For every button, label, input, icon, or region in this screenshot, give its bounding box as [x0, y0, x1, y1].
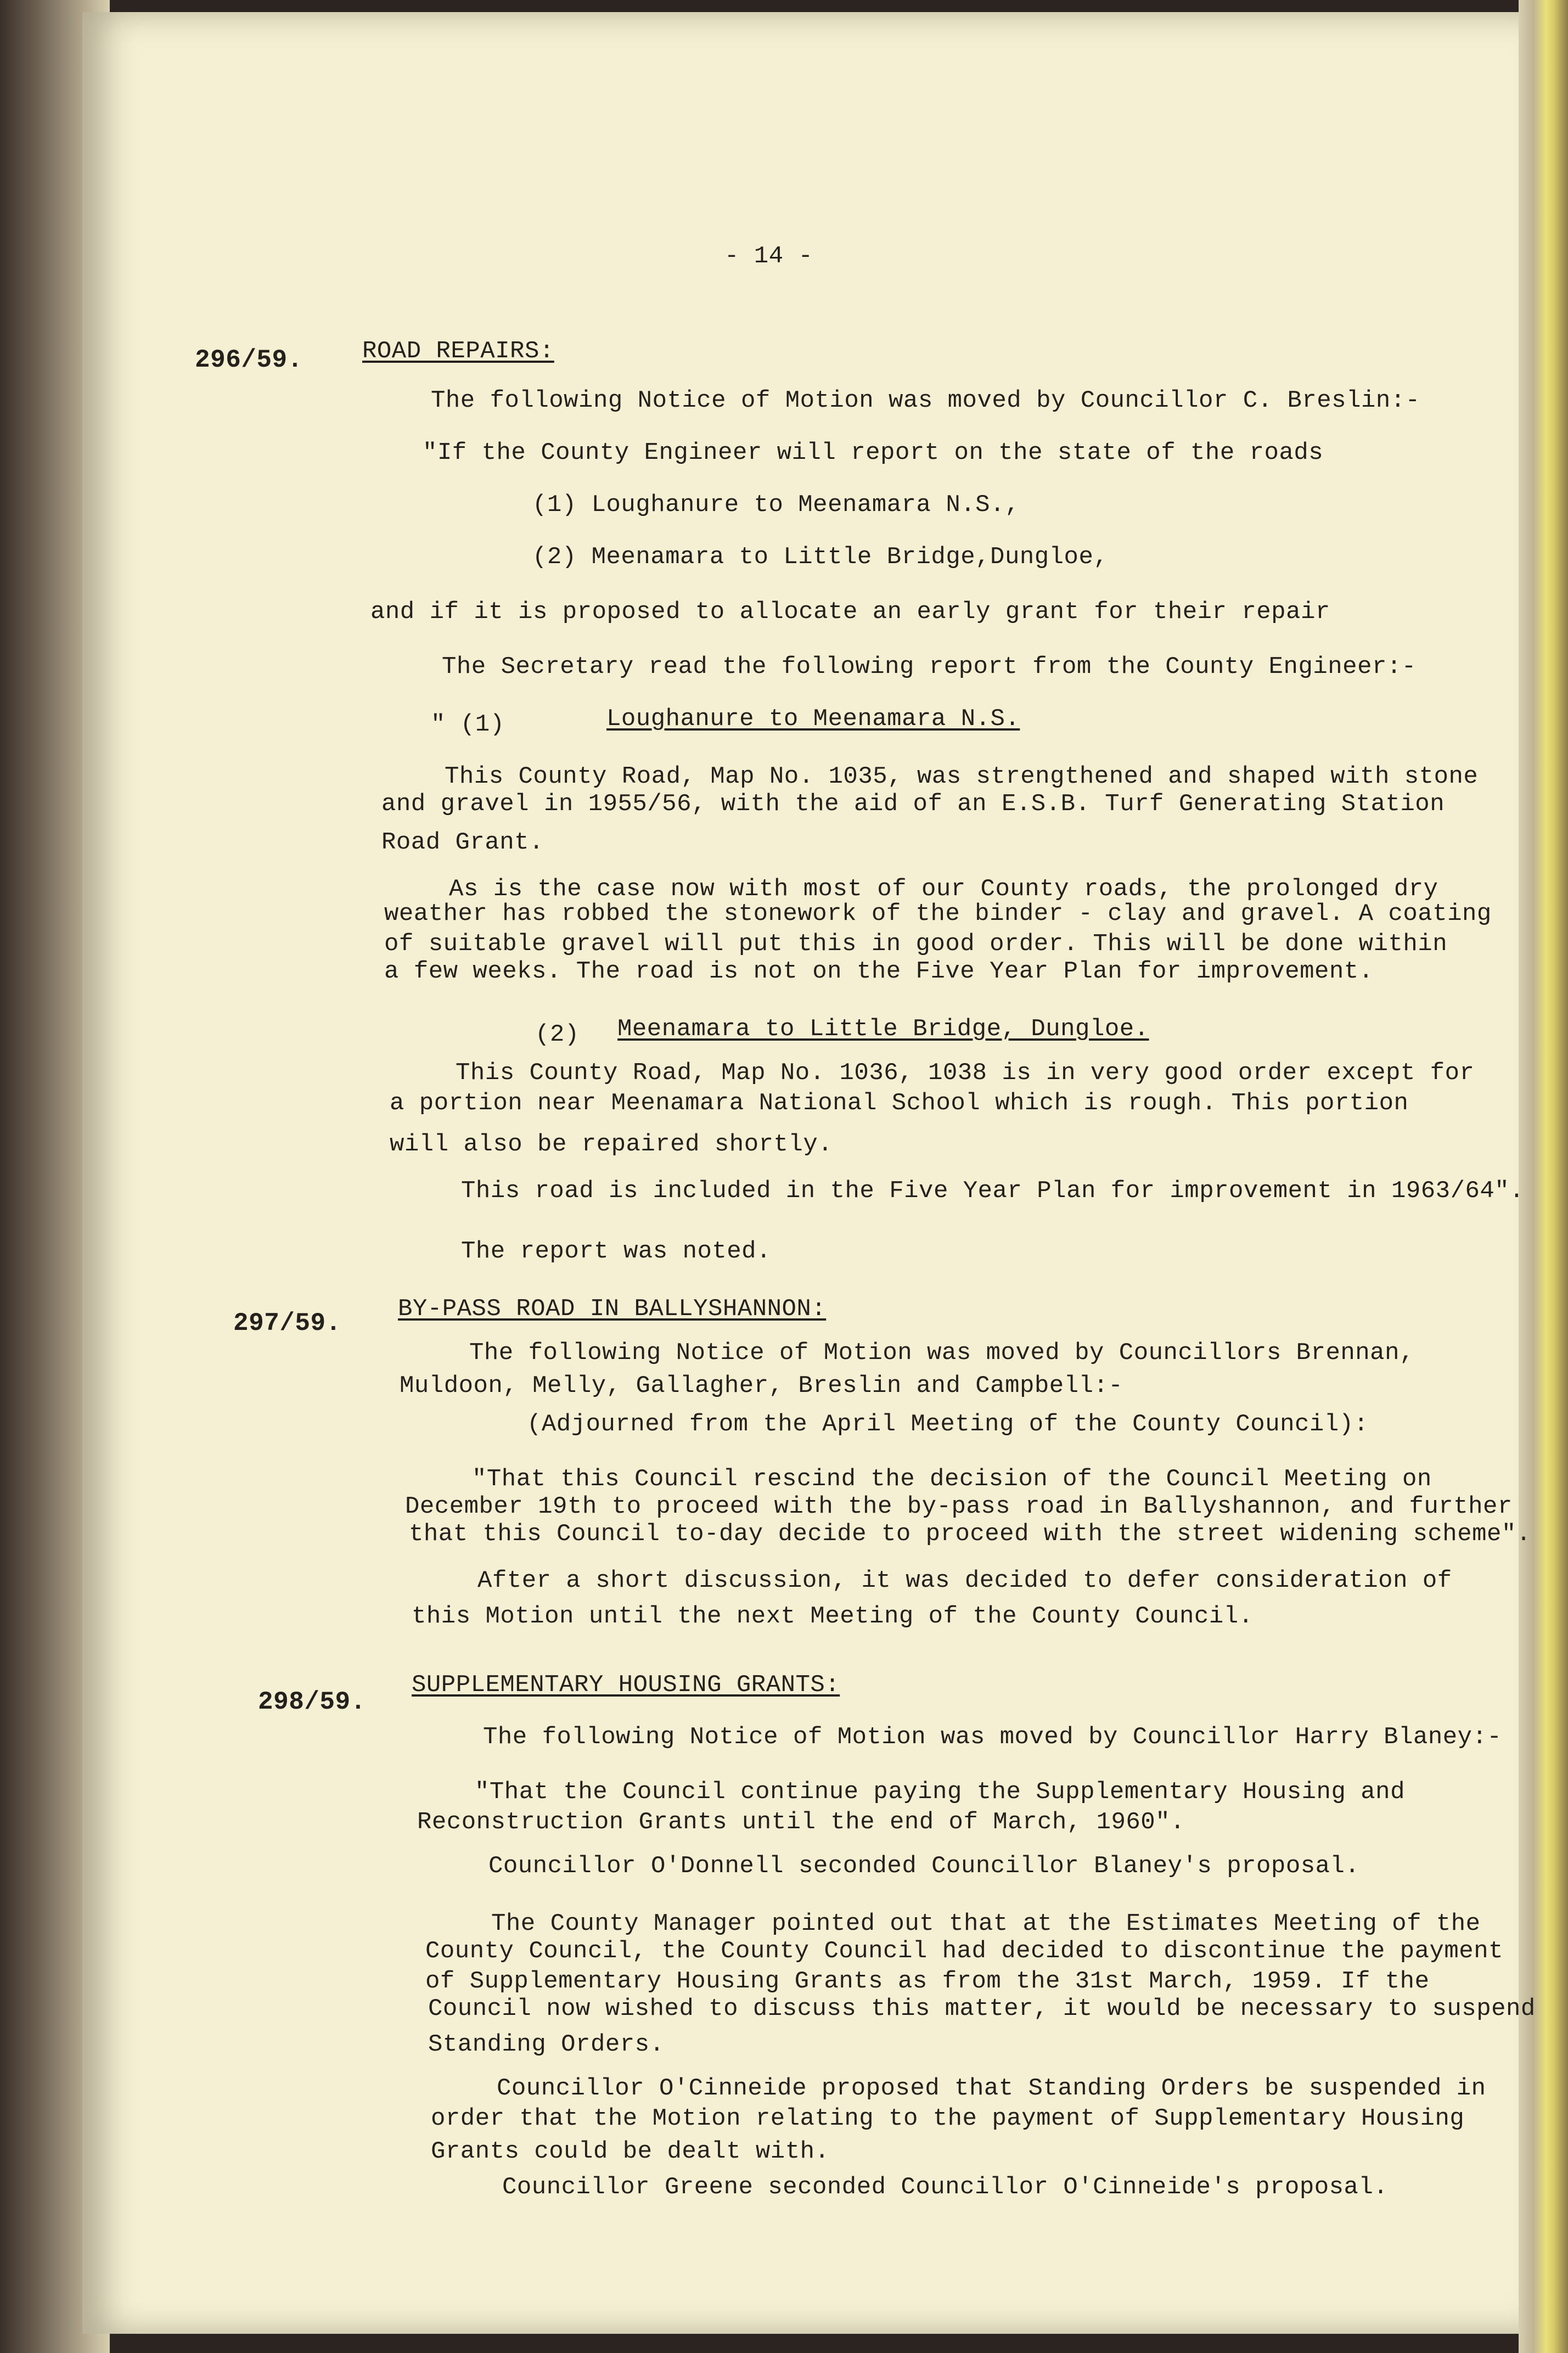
body-line: The following Notice of Motion was moved by Councillor Harry Blaney:- [483, 1723, 1502, 1751]
body-line: that this Council to-day decide to proceed with the street widening scheme". [409, 1520, 1531, 1548]
body-line: County Council, the County Council had decided to discontinue the payment [425, 1938, 1504, 1965]
body-line: (1) Loughanure to Meenamara N.S., [532, 491, 1020, 519]
body-line: Councillor O'Donnell seconded Councillor Blaney's proposal. [488, 1852, 1360, 1880]
body-line: and if it is proposed to allocate an early grant for their repair [370, 598, 1330, 626]
page-number: - 14 - [724, 243, 813, 270]
body-line: Standing Orders. [428, 2031, 665, 2058]
heading-by-pass-road: BY-PASS ROAD IN BALLYSHANNON: [398, 1295, 827, 1323]
body-line: Councillor O'Cinneide proposed that Standing Orders be suspended in [497, 2075, 1486, 2102]
subheading-meenamara: Meenamara to Little Bridge, Dungloe. [617, 1015, 1149, 1043]
body-line: (2) Meenamara to Little Bridge,Dungloe, [532, 543, 1109, 571]
body-line: This County Road, Map No. 1036, 1038 is in very good order except for [456, 1059, 1475, 1087]
body-line: Reconstruction Grants until the end of March, 1960". [417, 1809, 1185, 1836]
body-line: After a short discussion, it was decided to defer consideration of [477, 1567, 1452, 1594]
body-line: As is the case now with most of our County roads, the prolonged dry [449, 875, 1438, 903]
body-line: The County Manager pointed out that at the Estimates Meeting of the [491, 1910, 1481, 1938]
body-line: This County Road, Map No. 1035, was strengthened and shaped with stone [445, 763, 1479, 790]
body-line: (2) [535, 1021, 580, 1048]
body-line: Council now wished to discuss this matter, it would be necessary to suspend [428, 1995, 1536, 2023]
body-line: "That the Council continue paying the Supplementary Housing and [475, 1778, 1405, 1806]
body-line: Road Grant. [381, 829, 544, 856]
body-line: "That this Council rescind the decision of the Council Meeting on [472, 1465, 1432, 1493]
minute-ref-298: 298/59. [258, 1688, 366, 1716]
body-line: Grants could be dealt with. [431, 2138, 830, 2165]
subheading-loughanure: Loughanure to Meenamara N.S. [606, 705, 1020, 733]
body-line: of Supplementary Housing Grants as from the 31st March, 1959. If the [425, 1968, 1430, 1995]
body-line: " (1) [431, 711, 505, 738]
body-line: Councillor Greene seconded Councillor O'Cinneide's proposal. [502, 2174, 1389, 2201]
minute-ref-297: 297/59. [233, 1309, 341, 1338]
heading-road-repairs: ROAD REPAIRS: [362, 338, 554, 365]
body-line: The following Notice of Motion was moved by Councillor C. Breslin:- [431, 387, 1420, 414]
body-line: this Motion until the next Meeting of the County Council. [412, 1603, 1254, 1630]
body-line: will also be repaired shortly. [390, 1131, 833, 1158]
heading-supplementary-housing: SUPPLEMENTARY HOUSING GRANTS: [412, 1671, 840, 1699]
body-line: The report was noted. [461, 1238, 771, 1265]
minute-ref-296: 296/59. [195, 346, 303, 374]
body-line: a portion near Meenamara National School which is rough. This portion [390, 1090, 1409, 1117]
body-line: a few weeks. The road is not on the Five Year Plan for improvement. [384, 958, 1374, 985]
body-line: order that the Motion relating to the payment of Supplementary Housing [431, 2105, 1465, 2132]
body-line: December 19th to proceed with the by-pass road in Ballyshannon, and further [405, 1493, 1513, 1520]
body-line: "If the County Engineer will report on the state of the roads [423, 439, 1324, 467]
body-line: of suitable gravel will put this in good order. This will be done within [384, 930, 1448, 958]
body-line: The following Notice of Motion was moved by Councillors Brennan, [469, 1339, 1414, 1367]
body-line: and gravel in 1955/56, with the aid of an E.S.B. Turf Generating Station [381, 790, 1445, 818]
body-line: The Secretary read the following report from the County Engineer:- [442, 653, 1417, 681]
body-line: weather has robbed the stonework of the binder - clay and gravel. A coating [384, 900, 1492, 928]
body-line: Muldoon, Melly, Gallagher, Breslin and Campbell:- [400, 1372, 1123, 1400]
body-line: (Adjourned from the April Meeting of the County Council): [527, 1411, 1369, 1438]
body-line: This road is included in the Five Year Plan for improvement in 1963/64". [461, 1177, 1525, 1205]
